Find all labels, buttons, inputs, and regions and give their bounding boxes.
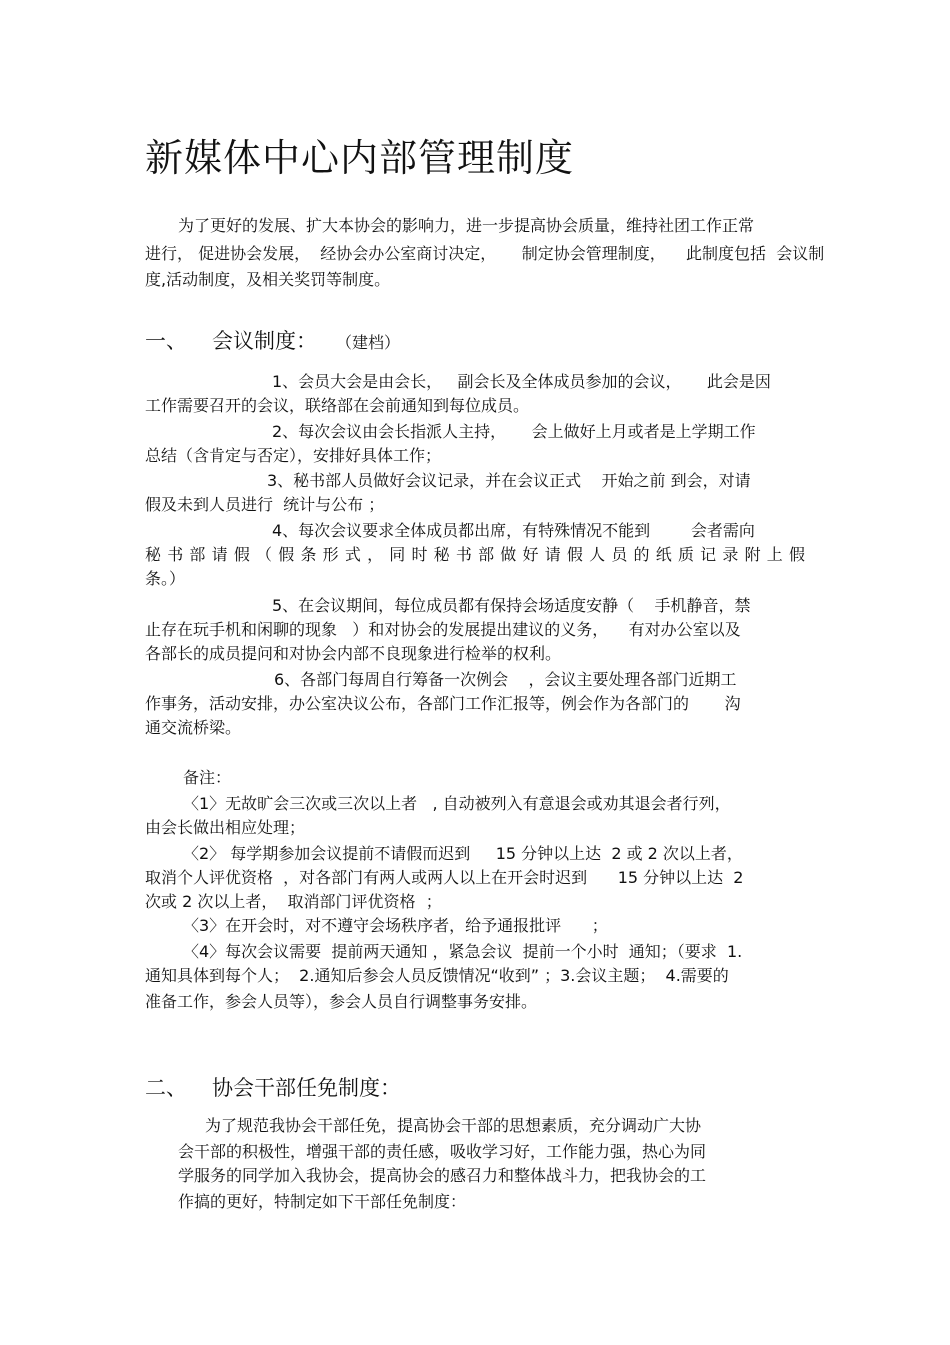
appointment-paragraph-line: 作搞的更好，特制定如下干部任免制度： <box>178 1192 467 1211</box>
meeting-rule-line: 4、每次会议要求全体成员都出席，有特殊情况不能到 会者需向 <box>272 521 755 540</box>
meeting-rule-line: 工作需要召开的会议，联络部在会前通知到每位成员。 <box>145 396 530 415</box>
intro-line: 进行， 促进协会发展， 经协会办公室商讨决定， 制定协会管理制度， 此制度包括 会议制 <box>145 244 825 263</box>
section-heading-note: （建档） <box>336 333 401 352</box>
remark-line: 〈2〉 每学期参加会议提前不请假而迟到 15 分钟以上达 2 或 2 次以上者， <box>183 844 743 863</box>
meeting-rule-line: 2、每次会议由会长指派人主持， 会上做好上月或者是上学期工作 <box>272 422 756 441</box>
remarks-label: 备注： <box>183 768 232 787</box>
intro-line: 度,活动制度，及相关奖罚等制度。 <box>145 270 391 289</box>
remark-line: 准备工作，参会人员等），参会人员自行调整事务安排。 <box>145 992 538 1011</box>
appointment-paragraph-line: 为了规范我协会干部任免，提高协会干部的思想素质，充分调动广大协 <box>205 1116 702 1135</box>
remark-line: 〈4〉每次会议需要 提前两天通知 ，紧急会议 提前一个小时 通知；（要求 1. <box>183 942 743 961</box>
intro-line: 为了更好的发展、扩大本协会的影响力，进一步提高协会质量，维持社团工作正常 <box>178 216 755 235</box>
meeting-rule-line: 6、各部门每周自行筹备一次例会 ，会议主要处理各部门近期工 <box>274 670 737 689</box>
appointment-paragraph-line: 学服务的同学加入我协会，提高协会的感召力和整体战斗力，把我协会的工 <box>178 1166 707 1185</box>
meeting-rule-line: 条。） <box>145 569 186 588</box>
meeting-rule-line: 秘书部请假（假条形式，同时秘书部做好请假人员的纸质记录附上假 <box>145 545 805 564</box>
section-heading: 协会干部任免制度： <box>212 1076 401 1100</box>
remark-line: 取消个人评优资格 ，对各部门有两人或两人以上在开会时迟到 15 分钟以上达 2 <box>145 868 744 887</box>
remark-line: 由会长做出相应处理； <box>145 818 306 837</box>
remark-line: 次或 2 次以上者， 取消部门评优资格 ； <box>145 892 442 911</box>
remark-line: 通知具体到每个人； 2.通知后参会人员反馈情况“收到” ；3.会议主题； 4.需要的 <box>145 966 729 985</box>
meeting-rule-line: 作事务，活动安排，办公室决议公布，各部门工作汇报等，例会作为各部门的 沟 <box>145 694 741 713</box>
remark-line: 〈1〉无故旷会三次或三次以上者 , 自动被列入有意退会或劝其退会者行列， <box>183 794 731 813</box>
section-number: 一、 <box>145 329 187 353</box>
meeting-rule-line: 假及未到人员进行 统计与公布 ； <box>145 495 385 514</box>
meeting-rule-line: 3、秘书部人员做好会议记录，并在会议正式 开始之前 到会，对请 <box>267 471 751 490</box>
meeting-rule-line: 通交流桥梁。 <box>145 718 242 737</box>
meeting-rule-line: 5、在会议期间，每位成员都有保持会场适度安静（ 手机静音，禁 <box>272 596 751 615</box>
meeting-rule-line: 1、会员大会是由会长， 副会长及全体成员参加的会议， 此会是因 <box>272 372 771 391</box>
meeting-rule-line: 总结（含肯定与否定），安排好具体工作； <box>145 446 442 465</box>
remark-line: 〈3〉在开会时，对不遵守会场秩序者，给予通报批评 ； <box>183 916 608 935</box>
meeting-rule-line: 各部长的成员提问和对协会内部不良现象进行检举的权利。 <box>145 644 562 663</box>
document-title: 新媒体中心内部管理制度 <box>145 136 575 180</box>
meeting-rule-line: 止存在玩手机和闲聊的现象 ）和对协会的发展提出建议的义务， 有对办公室以及 <box>145 620 741 639</box>
appointment-paragraph-line: 会干部的积极性，增强干部的责任感，吸收学习好，工作能力强，热心为同 <box>178 1142 707 1161</box>
section-heading: 会议制度： <box>212 329 317 353</box>
section-number: 二、 <box>145 1076 187 1100</box>
